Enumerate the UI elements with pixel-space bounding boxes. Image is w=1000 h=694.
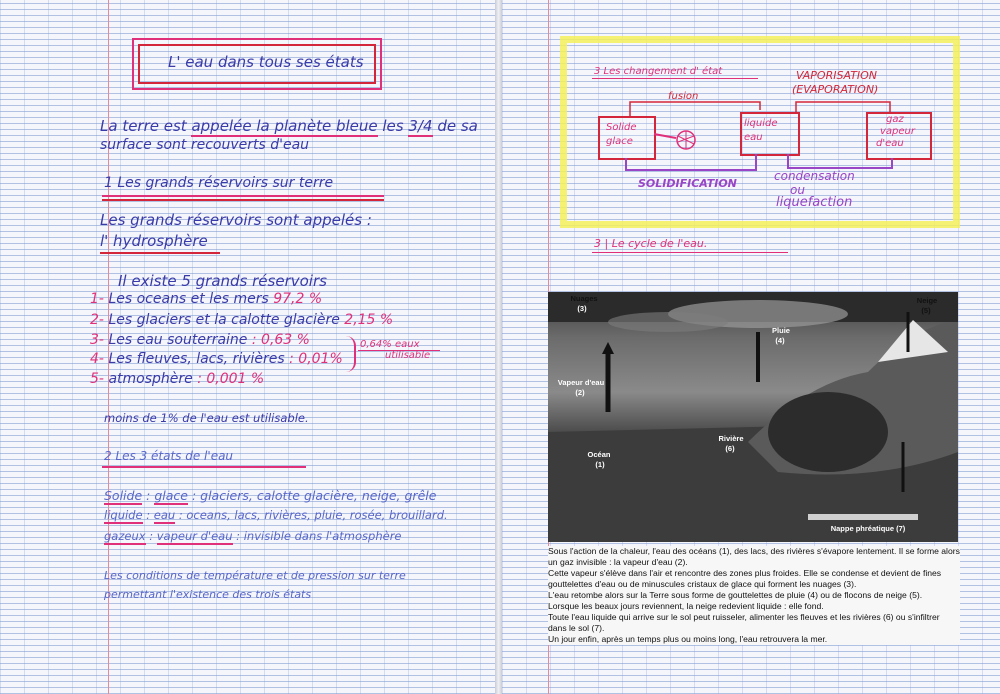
reservoir-brace xyxy=(344,336,356,372)
condensation-arrow xyxy=(788,154,892,168)
reservoir-item: 3- Les eau souterraine : 0,63 % xyxy=(90,332,310,348)
label-fusion: fusion xyxy=(668,91,699,102)
conditions-line-2: permettant l'existence des trois états xyxy=(104,588,312,601)
section3-title: 3 Les changement d' état xyxy=(594,66,723,77)
photo-label-neige-num: (5) xyxy=(921,306,931,315)
water-cycle-illustration xyxy=(548,292,958,542)
state-form: glace xyxy=(154,488,188,503)
intro-part-c: les xyxy=(382,117,404,135)
label-condensation-line-1: condensation xyxy=(774,169,855,183)
state-name: Solide xyxy=(104,488,143,503)
state-liquid-line-2: eau xyxy=(744,132,763,143)
fusion-arrow xyxy=(630,102,760,116)
cycle-title: 3 | Le cycle de l'eau. xyxy=(594,237,708,250)
photo-label-riviere: Rivière xyxy=(718,434,744,443)
label-vaporisation-line-1: VAPORISATION xyxy=(796,69,878,82)
caption-line: Toute l'eau liquide qui arrive sur le sol peut ruisseler, alimenter les fleuves et les rivières (6) ou s'infiltrer dans le sol (7). xyxy=(548,612,940,633)
label-vaporisation-line-2: (EVAPORATION) xyxy=(792,83,879,96)
section1-underline xyxy=(102,195,384,197)
intro-fraction: 3/4 xyxy=(408,117,433,135)
state-row: liquide : eau : oceans, lacs, rivières, pluie, rosée, brouillard. xyxy=(104,508,448,522)
photo-label-ocean: Océan xyxy=(587,450,611,459)
photo-label-ocean-num: (1) xyxy=(595,460,605,469)
state-form: vapeur d'eau xyxy=(156,529,233,543)
photo-label-vapeur: Vapeur d'eau xyxy=(557,378,605,387)
reservoir-number: 4 xyxy=(90,351,99,367)
state-examples: glaciers, calotte glacière, neige, grêle xyxy=(200,488,437,503)
reservoir-item: 5- atmosphère : 0,001 % xyxy=(90,371,265,387)
state-solid-line-2: glace xyxy=(606,136,633,147)
photo-label-neige: Neige xyxy=(916,296,938,305)
reservoir-item: 4- Les fleuves, lacs, rivières : 0,01% xyxy=(90,351,343,367)
usable-note-line-1: 0,64% eaux xyxy=(360,339,420,350)
reservoir-value: 2,15 % xyxy=(344,312,394,328)
state-gas-line-2: vapeur xyxy=(880,126,915,137)
hydro-line-2: l' hydrosphère xyxy=(100,232,208,250)
reservoir-value: 97,2 % xyxy=(273,291,323,307)
photo-label-riviere-num: (6) xyxy=(725,444,735,453)
intro-line-1 xyxy=(100,118,478,135)
state-form: eau xyxy=(153,508,176,522)
caption-line: Sous l'action de la chaleur, l'eau des océans (1), des lacs, des rivières s'évapore lentement. Il se forme alors un gaz invisible : la vapeur d'eau (2). xyxy=(548,546,960,567)
intro-planete-bleue: appelée la planète bleue xyxy=(191,117,378,135)
reservoir-name: Les glaciers et la calotte glacière xyxy=(108,312,340,328)
reservoir-number: 3 xyxy=(90,332,99,348)
reservoir-value: : 0,63 % xyxy=(251,332,310,348)
reservoir-name: Les eau souterraine xyxy=(108,332,248,348)
reservoir-value: : 0,001 % xyxy=(197,371,265,387)
section1-underline-2 xyxy=(102,199,384,201)
state-examples: invisible dans l'atmosphère xyxy=(243,529,402,543)
state-row: Solide : glace : glaciers, calotte glacière, neige, grêle xyxy=(104,488,437,503)
section2-underline xyxy=(102,466,306,468)
page-title: L' eau dans tous ses états xyxy=(168,53,364,71)
usable-note-underline xyxy=(358,350,440,351)
state-solid-line-1: Solide xyxy=(606,122,637,133)
intro-line-2: surface sont recouverts d'eau xyxy=(100,137,310,153)
state-gas-line-3: d'eau xyxy=(876,138,904,149)
state-row: gazeux : vapeur d'eau : invisible dans l'atmosphère xyxy=(104,529,402,543)
state-liquid-line-1: liquide xyxy=(744,118,778,129)
reservoir-number: 5 xyxy=(90,371,99,387)
state-gas-line-1: gaz xyxy=(886,114,904,125)
caption-line: Cette vapeur s'élève dans l'air et rencontre des zones plus froides. Elle se condense et devient de fines gouttelettes d'eau ou de minuscules cristaux de glace qui forment les nuages (3). xyxy=(548,568,942,589)
section2-title: 2 Les 3 états de l'eau xyxy=(104,449,234,463)
usable-sentence: moins de 1% de l'eau est utilisable. xyxy=(104,411,309,425)
reservoir-item: 2- Les glaciers et la calotte glacière 2,15 % xyxy=(90,312,394,328)
label-condensation-line-3: liquefaction xyxy=(776,195,853,210)
reservoir-name: atmosphère xyxy=(108,371,193,387)
intro-part-d: de sa xyxy=(437,117,478,135)
solidification-arrow xyxy=(626,154,756,170)
photo-label-nuages: Nuages xyxy=(570,294,598,303)
hydro-line-1: Les grands réservoirs sont appelés : xyxy=(100,211,372,229)
reservoir-item: 1- Les oceans et les mers 97,2 % xyxy=(90,291,323,307)
state-name: liquide xyxy=(104,508,143,522)
reservoir-number: 2 xyxy=(90,312,99,328)
photo-label-nuages-num: (3) xyxy=(577,304,587,313)
state-name: gazeux xyxy=(104,529,146,543)
photo-label-vapeur-num: (2) xyxy=(575,388,585,397)
caption-line: L'eau retombe alors sur la Terre sous forme de gouttelettes de pluie (4) ou de flocons de neige (5). xyxy=(548,590,923,600)
water-cycle-photo xyxy=(548,292,958,542)
state-change-arrows xyxy=(560,80,960,210)
section3-underline xyxy=(592,78,758,79)
conditions-line-1: Les conditions de température et de pression sur terre xyxy=(104,569,406,582)
state-examples: oceans, lacs, rivières, pluie, rosée, brouillard. xyxy=(186,508,448,522)
caption-line: Lorsque les beaux jours reviennent, la neige redevient liquide : elle fond. xyxy=(548,601,824,611)
label-condensation-line-2: ou xyxy=(790,183,805,197)
hydro-underline xyxy=(100,252,220,254)
reservoirs-intro: Il existe 5 grands réservoirs xyxy=(118,272,327,290)
reservoir-number: 1 xyxy=(90,291,99,307)
usable-note-line-2: utilisable xyxy=(385,350,431,361)
section1-title: 1 Les grands réservoirs sur terre xyxy=(104,175,334,191)
reservoir-name: Les oceans et les mers xyxy=(108,291,269,307)
label-solidification: SOLIDIFICATION xyxy=(638,177,737,190)
cycle-caption xyxy=(548,546,960,645)
vaporisation-arrow xyxy=(796,102,890,114)
reservoir-value: : 0,01% xyxy=(289,351,343,367)
reservoir-name: Les fleuves, lacs, rivières xyxy=(108,351,285,367)
intro-part-a: La terre est xyxy=(100,117,187,135)
photo-label-pluie-num: (4) xyxy=(775,336,785,345)
photo-label-pluie: Pluie xyxy=(772,326,790,335)
photo-label-nappe: Nappe phréatique (7) xyxy=(830,524,906,533)
notebook-spine xyxy=(495,0,502,694)
cycle-title-underline xyxy=(592,252,788,253)
caption-line: Un jour enfin, après un temps plus ou moins long, l'eau retrouvera la mer. xyxy=(548,634,828,644)
